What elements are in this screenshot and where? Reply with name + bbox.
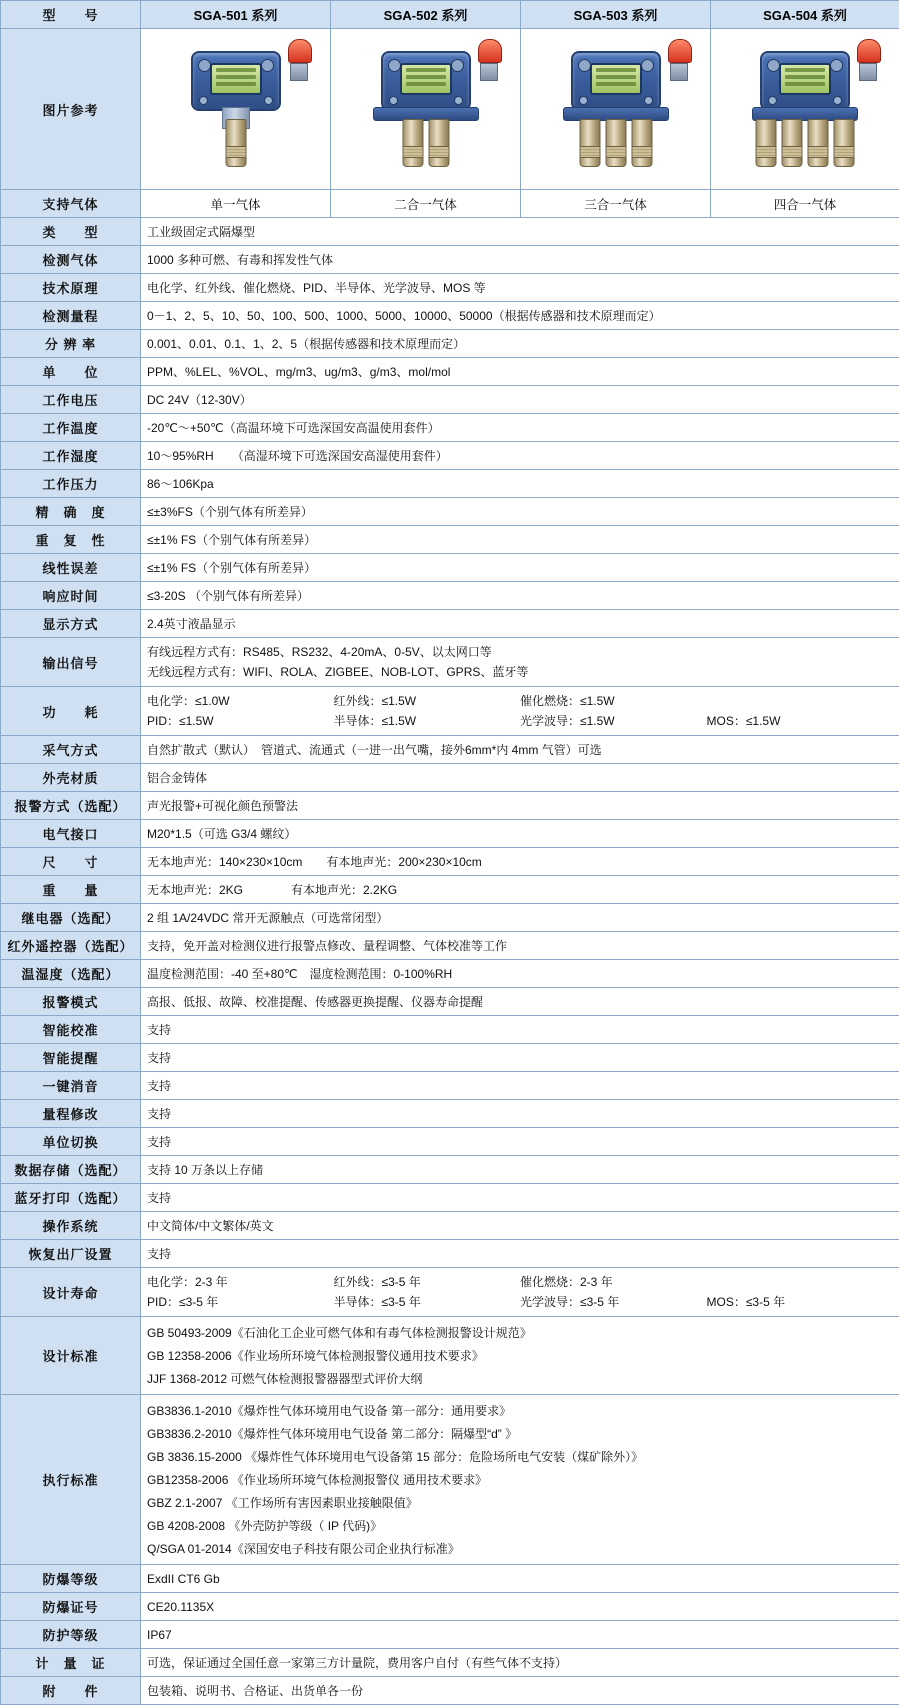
row-label-unit-switch: 单位切换 <box>1 1128 141 1156</box>
row-label-design-standard: 设计标准 <box>1 1317 141 1395</box>
row-label-temperature: 工作温度 <box>1 414 141 442</box>
output-signal-wireless: 无线远程方式有：WIFI、ROLA、ZIGBEE、NOB-LOT、GPRS、蓝牙等 <box>147 662 893 682</box>
exec-standard-item: GB3836.1-2010《爆炸性气体环境用电气设备 第一部分：通用要求》 <box>147 1399 893 1422</box>
table-row <box>1 904 899 932</box>
table-row <box>1 1100 899 1128</box>
table-row <box>1 1621 899 1649</box>
row-value-data-storage: 支持 10 万条以上存储 <box>141 1156 899 1184</box>
table-row <box>1 1044 899 1072</box>
row-value-sampling: 自然扩散式（默认） 管道式、流通式（一进一出气嘴，接外6mm*内 4mm 气管）可选 <box>141 736 899 764</box>
row-label-response-time: 响应时间 <box>1 582 141 610</box>
table-row <box>1 1593 899 1621</box>
table-row <box>1 386 899 414</box>
power-item <box>707 691 894 711</box>
row-value-alarm-mode: 高报、低报、故障、校准提醒、传感器更换提醒、仪器寿命提醒 <box>141 988 899 1016</box>
row-value-alarm-type: 声光报警+可视化颜色预警法 <box>141 792 899 820</box>
gas-value-503: 三合一气体 <box>521 190 711 218</box>
row-value-response-time: ≤3-20S （个别气体有所差异） <box>141 582 899 610</box>
row-value-temp-humidity-option: 温度检测范围：-40 至+80℃ 湿度检测范围：0-100%RH <box>141 960 899 988</box>
power-item: 光学波导：≤1.5W <box>520 711 707 731</box>
row-label-bluetooth-print: 蓝牙打印（选配） <box>1 1184 141 1212</box>
row-value-power <box>141 687 899 736</box>
row-value-unit-switch: 支持 <box>141 1128 899 1156</box>
exec-standard-item: GB 3836.15-2000 《爆炸性气体环境用电气设备第 15 部分：危险场所电气安装（煤矿除外）》 <box>147 1445 893 1468</box>
row-label-linearity: 线性误差 <box>1 554 141 582</box>
row-value-mute: 支持 <box>141 1072 899 1100</box>
table-row <box>1 1072 899 1100</box>
table-row-supported-gas <box>1 190 899 218</box>
gas-value-504: 四合一气体 <box>711 190 899 218</box>
alarm-beacon-icon <box>857 39 879 79</box>
gas-value-501: 单一气体 <box>141 190 331 218</box>
table-row <box>1 610 899 638</box>
design-standard-item: GB 50493-2009《石油化工企业可燃气体和有毒气体检测报警设计规范》 <box>147 1321 893 1344</box>
row-label-accessories: 附 件 <box>1 1677 141 1705</box>
table-row <box>1 792 899 820</box>
device-image-501 <box>141 29 331 190</box>
table-row-design-standard <box>1 1317 899 1395</box>
exec-standard-item: GB12358-2006 《作业场所环境气体检测报警仪 通用技术要求》 <box>147 1468 893 1491</box>
row-label-ex-certificate: 防爆证号 <box>1 1593 141 1621</box>
row-label-electrical-interface: 电气接口 <box>1 820 141 848</box>
table-row <box>1 526 899 554</box>
row-label-detect-gas: 检测气体 <box>1 246 141 274</box>
row-label-output-signal: 输出信号 <box>1 638 141 687</box>
design-standard-item: JJF 1368-2012 可燃气体检测报警器器型式评价大纲 <box>147 1367 893 1390</box>
model-504: SGA-504 系列 <box>711 1 899 29</box>
row-label-resolution: 分 辨 率 <box>1 330 141 358</box>
model-502: SGA-502 系列 <box>331 1 521 29</box>
row-label-ex-rating: 防爆等级 <box>1 1565 141 1593</box>
row-label-model: 型 号 <box>1 1 141 29</box>
row-value-factory-reset: 支持 <box>141 1240 899 1268</box>
row-label-pressure: 工作压力 <box>1 470 141 498</box>
row-label-os: 操作系统 <box>1 1212 141 1240</box>
row-value-ip-rating: IP67 <box>141 1621 899 1649</box>
table-row <box>1 988 899 1016</box>
lifespan-item: 半导体：≤3-5 年 <box>334 1292 521 1312</box>
device-image-503 <box>521 29 711 190</box>
table-row <box>1 764 899 792</box>
exec-standard-item: Q/SGA 01-2014《深国安电子科技有限公司企业执行标准》 <box>147 1537 893 1560</box>
row-value-electrical-interface: M20*1.5（可选 G3/4 螺纹） <box>141 820 899 848</box>
table-row <box>1 876 899 904</box>
table-row <box>1 1184 899 1212</box>
row-value-display: 2.4英寸液晶显示 <box>141 610 899 638</box>
row-label-metrology-cert: 计 量 证 <box>1 1649 141 1677</box>
table-row <box>1 330 899 358</box>
lifespan-item: MOS：≤3-5 年 <box>707 1292 894 1312</box>
row-value-accuracy: ≤±3%FS（个别气体有所差异） <box>141 498 899 526</box>
lifespan-item: 催化燃烧：2-3 年 <box>520 1272 707 1292</box>
row-value-ir-remote: 支持，免开盖对检测仪进行报警点修改、量程调整、气体校准等工作 <box>141 932 899 960</box>
row-value-accessories: 包装箱、说明书、合格证、出货单各一份 <box>141 1677 899 1705</box>
lifespan-item: PID：≤3-5 年 <box>147 1292 334 1312</box>
row-label-type: 类 型 <box>1 218 141 246</box>
row-value-repeatability: ≤±1% FS（个别气体有所差异） <box>141 526 899 554</box>
table-row <box>1 498 899 526</box>
row-label-alarm-mode: 报警模式 <box>1 988 141 1016</box>
alarm-beacon-icon <box>288 39 310 79</box>
table-row <box>1 820 899 848</box>
table-row <box>1 246 899 274</box>
lifespan-item <box>707 1272 894 1292</box>
row-label-exec-standard: 执行标准 <box>1 1395 141 1565</box>
row-label-power: 功 耗 <box>1 687 141 736</box>
table-row <box>1 470 899 498</box>
lifespan-item: 电化学：2-3 年 <box>147 1272 334 1292</box>
row-value-bluetooth-print: 支持 <box>141 1184 899 1212</box>
table-row <box>1 848 899 876</box>
row-label-principle: 技术原理 <box>1 274 141 302</box>
table-row <box>1 736 899 764</box>
row-label-dimensions: 尺 寸 <box>1 848 141 876</box>
exec-standard-item: GBZ 2.1-2007 《工作场所有害因素职业接触限值》 <box>147 1491 893 1514</box>
row-label-voltage: 工作电压 <box>1 386 141 414</box>
table-row <box>1 218 899 246</box>
row-value-temperature: -20℃～+50℃（高温环境下可选深国安高温使用套件） <box>141 414 899 442</box>
table-row <box>1 442 899 470</box>
row-value-housing: 铝合金铸体 <box>141 764 899 792</box>
table-row <box>1 1212 899 1240</box>
alarm-beacon-icon <box>668 39 690 79</box>
row-label-ip-rating: 防护等级 <box>1 1621 141 1649</box>
alarm-beacon-icon <box>478 39 500 79</box>
row-value-metrology-cert: 可选，保证通过全国任意一家第三方计量院，费用客户自付（有些气体不支持） <box>141 1649 899 1677</box>
table-row <box>1 582 899 610</box>
table-row <box>1 932 899 960</box>
power-item: 红外线：≤1.5W <box>334 691 521 711</box>
row-value-os: 中文简体/中文繁体/英文 <box>141 1212 899 1240</box>
model-503: SGA-503 系列 <box>521 1 711 29</box>
row-label-alarm-type: 报警方式（选配） <box>1 792 141 820</box>
row-label-image-reference: 图片参考 <box>1 29 141 190</box>
row-value-output-signal <box>141 638 899 687</box>
row-value-ex-certificate: CE20.1135X <box>141 1593 899 1621</box>
row-value-voltage: DC 24V（12-30V） <box>141 386 899 414</box>
row-label-unit: 单 位 <box>1 358 141 386</box>
table-row <box>1 960 899 988</box>
row-value-smart-reminder: 支持 <box>141 1044 899 1072</box>
table-row-output-signal <box>1 638 899 687</box>
power-item: 催化燃烧：≤1.5W <box>520 691 707 711</box>
table-row <box>1 1565 899 1593</box>
power-item: PID：≤1.5W <box>147 711 334 731</box>
row-value-exec-standard <box>141 1395 899 1565</box>
row-value-unit: PPM、%LEL、%VOL、mg/m3、ug/m3、g/m3、mol/mol <box>141 358 899 386</box>
row-label-supported-gas: 支持气体 <box>1 190 141 218</box>
gas-value-502: 二合一气体 <box>331 190 521 218</box>
row-value-type: 工业级固定式隔爆型 <box>141 218 899 246</box>
row-value-linearity: ≤±1% FS（个别气体有所差异） <box>141 554 899 582</box>
row-label-weight: 重 量 <box>1 876 141 904</box>
row-value-range-edit: 支持 <box>141 1100 899 1128</box>
table-row <box>1 1649 899 1677</box>
table-row-model <box>1 1 899 29</box>
row-value-pressure: 86～106Kpa <box>141 470 899 498</box>
power-item: 电化学：≤1.0W <box>147 691 334 711</box>
table-row-lifespan <box>1 1268 899 1317</box>
table-row <box>1 358 899 386</box>
table-row <box>1 1240 899 1268</box>
table-row <box>1 414 899 442</box>
row-value-humidity: 10～95%RH （高湿环境下可选深国安高湿使用套件） <box>141 442 899 470</box>
exec-standard-item: GB 4208-2008 《外壳防护等级（ IP 代码)》 <box>147 1514 893 1537</box>
row-label-mute: 一键消音 <box>1 1072 141 1100</box>
output-signal-wired: 有线远程方式有：RS485、RS232、4-20mA、0-5V、以太网口等 <box>147 642 893 662</box>
lifespan-item: 红外线：≤3-5 年 <box>334 1272 521 1292</box>
row-label-accuracy: 精 确 度 <box>1 498 141 526</box>
row-value-relay: 2 组 1A/24VDC 常开无源触点（可选常闭型） <box>141 904 899 932</box>
design-standard-item: GB 12358-2006《作业场所环境气体检测报警仪通用技术要求》 <box>147 1344 893 1367</box>
row-label-data-storage: 数据存储（选配） <box>1 1156 141 1184</box>
table-row <box>1 302 899 330</box>
model-501: SGA-501 系列 <box>141 1 331 29</box>
row-label-range-edit: 量程修改 <box>1 1100 141 1128</box>
row-label-repeatability: 重 复 性 <box>1 526 141 554</box>
row-value-smart-calibration: 支持 <box>141 1016 899 1044</box>
row-value-dimensions: 无本地声光：140×230×10cm 有本地声光：200×230×10cm <box>141 848 899 876</box>
device-image-502 <box>331 29 521 190</box>
table-row <box>1 1156 899 1184</box>
row-value-weight: 无本地声光：2KG 有本地声光：2.2KG <box>141 876 899 904</box>
table-row <box>1 1128 899 1156</box>
row-label-temp-humidity-option: 温湿度（选配） <box>1 960 141 988</box>
table-row <box>1 554 899 582</box>
table-row-images <box>1 29 899 190</box>
row-value-range: 0－1、2、5、10、50、100、500、1000、5000、10000、50000（根据传感器和技术原理而定） <box>141 302 899 330</box>
row-value-lifespan <box>141 1268 899 1317</box>
row-value-principle: 电化学、红外线、催化燃烧、PID、半导体、光学波导、MOS 等 <box>141 274 899 302</box>
row-label-factory-reset: 恢复出厂设置 <box>1 1240 141 1268</box>
table-row <box>1 1016 899 1044</box>
row-label-lifespan: 设计寿命 <box>1 1268 141 1317</box>
table-row <box>1 274 899 302</box>
row-label-sampling: 采气方式 <box>1 736 141 764</box>
row-label-humidity: 工作湿度 <box>1 442 141 470</box>
exec-standard-item: GB3836.2-2010《爆炸性气体环境用电气设备 第二部分：隔爆型“d” 》 <box>147 1422 893 1445</box>
row-label-smart-calibration: 智能校准 <box>1 1016 141 1044</box>
device-image-504 <box>711 29 899 190</box>
row-label-ir-remote: 红外遥控器（选配） <box>1 932 141 960</box>
row-value-detect-gas: 1000 多种可燃、有毒和挥发性气体 <box>141 246 899 274</box>
row-label-smart-reminder: 智能提醒 <box>1 1044 141 1072</box>
row-value-resolution: 0.001、0.01、0.1、1、2、5（根据传感器和技术原理而定） <box>141 330 899 358</box>
row-label-range: 检测量程 <box>1 302 141 330</box>
power-item: MOS：≤1.5W <box>707 711 894 731</box>
power-item: 半导体：≤1.5W <box>334 711 521 731</box>
row-value-ex-rating: ExdII CT6 Gb <box>141 1565 899 1593</box>
row-value-design-standard <box>141 1317 899 1395</box>
lifespan-item: 光学波导：≤3-5 年 <box>520 1292 707 1312</box>
table-row-power <box>1 687 899 736</box>
row-label-housing: 外壳材质 <box>1 764 141 792</box>
table-row-exec-standard <box>1 1395 899 1565</box>
row-label-relay: 继电器（选配） <box>1 904 141 932</box>
row-label-display: 显示方式 <box>1 610 141 638</box>
table-row <box>1 1677 899 1705</box>
